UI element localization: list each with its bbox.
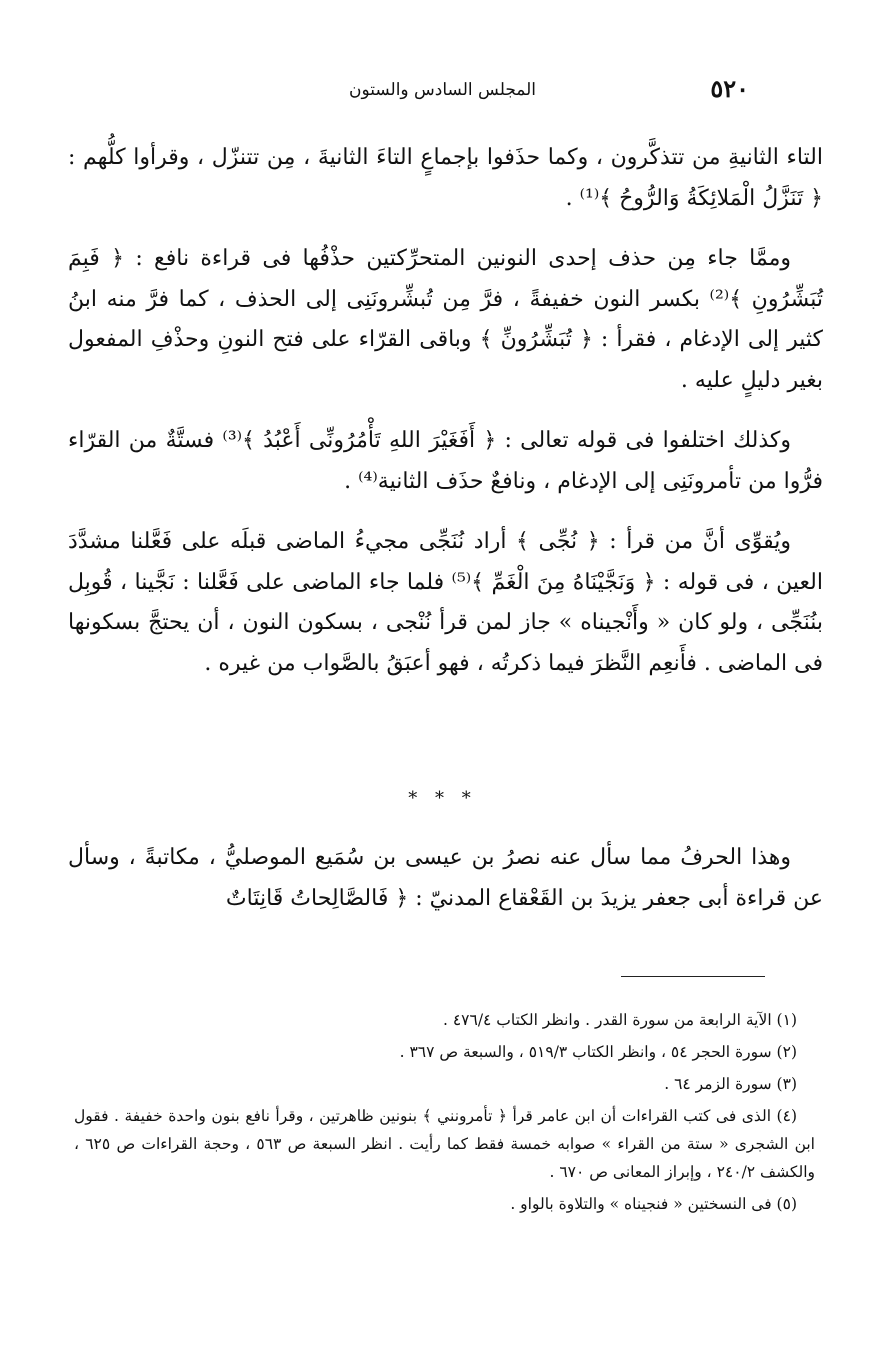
- footnote: (٤) الذى فى كتب القراءات أن ابن عامر قرأ ﴿ تأمرونني ﴾ بنونين ظاهرتين ، وقرأ نافع بنون واحدة خفيفة . فقول ابن الشجرى « ستة من القراء » صوابه خمسة فقط كما رأيت . انظر السبعة ص ٥٦٣ ، وحجة القراءات ص ٦٢٥ ، والكشف ٢٤٠/٢ ، وإبراز المعانى ص ٦٧٠ .: [74, 1107, 815, 1181]
- footnote-divider: [621, 976, 765, 977]
- page-header: [70, 74, 815, 104]
- main-text-continued: [68, 838, 823, 919]
- paragraph: ويُقوِّى أنَّ من قرأ : ﴿ نُجِّى ﴾ أراد نُنَجِّى مجيءُ الماضى قبلَه على فَعَّلنا مشدَّدَ العين ، فى قوله : ﴿ وَنَجَّيْنَاهُ مِنَ الْغَمِّ ﴾⁽⁵⁾ فلما جاء الماضى على فَعَّلنا : نَجَّينا ، قُوبِل بنُنَجِّى ، ولو كان « وأَنْجيناه » جاز لمن قرأ نُنْجى ، بسكون النون ، أن يحتجَّ بسكونها فى الماضى . فأَنعِم النَّظرَ فيما ذكرتُه ، فهو أعبَقُ بالصَّواب من غيره .: [68, 529, 823, 676]
- footnote: (٥) فى النسختين « فنجيناه » والتلاوة بالواو .: [510, 1195, 797, 1213]
- paragraph: وممَّا جاء مِن حذف إحدى النونين المتحرِّكتين حذْفُها فى قراءة نافع : ﴿ فَبِمَ تُبَشِّرُونِ ﴾⁽²⁾ بكسر النون خفيفةً ، فرَّ مِن تُبشِّرونَنِى إلى الحذف ، كما فرَّ منه ابنُ كثير إلى الإدغام ، فقرأ : ﴿ تُبَشِّرُونِّ ﴾ وباقى القرّاء على فتح النونِ وحذْفِ المفعول بغير دليلٍ عليه .: [68, 246, 823, 393]
- main-text: [68, 138, 823, 704]
- footnote: (١) الآية الرابعة من سورة القدر . وانظر الكتاب ٤٧٦/٤ .: [442, 1011, 797, 1029]
- section-separator: * * *: [408, 788, 477, 809]
- footnote: (٣) سورة الزمر ٦٤ .: [664, 1075, 797, 1093]
- page-number: ٥٢٠: [710, 74, 749, 103]
- running-title: المجلس السادس والستون: [348, 80, 537, 100]
- footnotes: [74, 1006, 815, 1222]
- footnote: (٢) سورة الحجر ٥٤ ، وانظر الكتاب ٥١٩/٣ ، والسبعة ص ٣٦٧ .: [399, 1043, 797, 1061]
- paragraph: وهذا الحرفُ مما سأل عنه نصرُ بن عيسى بن سُمَيع الموصليُّ ، مكاتبةً ، وسأل عن قراءة أبى جعفر يزيدَ بن القَعْقاع المدنيّ : ﴿ فَالصَّالِحاتُ قَانِتَاتٌ: [68, 845, 823, 911]
- paragraph: وكذلك اختلفوا فى قوله تعالى : ﴿ أَفَغَيْرَ اللهِ تَأْمُرُونِّى أَعْبُدُ ﴾⁽³⁾ فستَّةٌ من القرّاء فرُّوا من تأمرونَنِى إلى الإدغام ، ونافعٌ حذَف الثانية⁽⁴⁾ .: [68, 428, 823, 494]
- paragraph: التاء الثانيةِ من تتذكَّرون ، وكما حذَفوا بإجماعٍ التاءَ الثانيةَ ، مِن تتنزّل ، وقرأوا كلُّهم : ﴿ تَنَزَّلُ الْمَلائِكَةُ وَالرُّوحُ ﴾⁽¹⁾ .: [68, 145, 823, 211]
